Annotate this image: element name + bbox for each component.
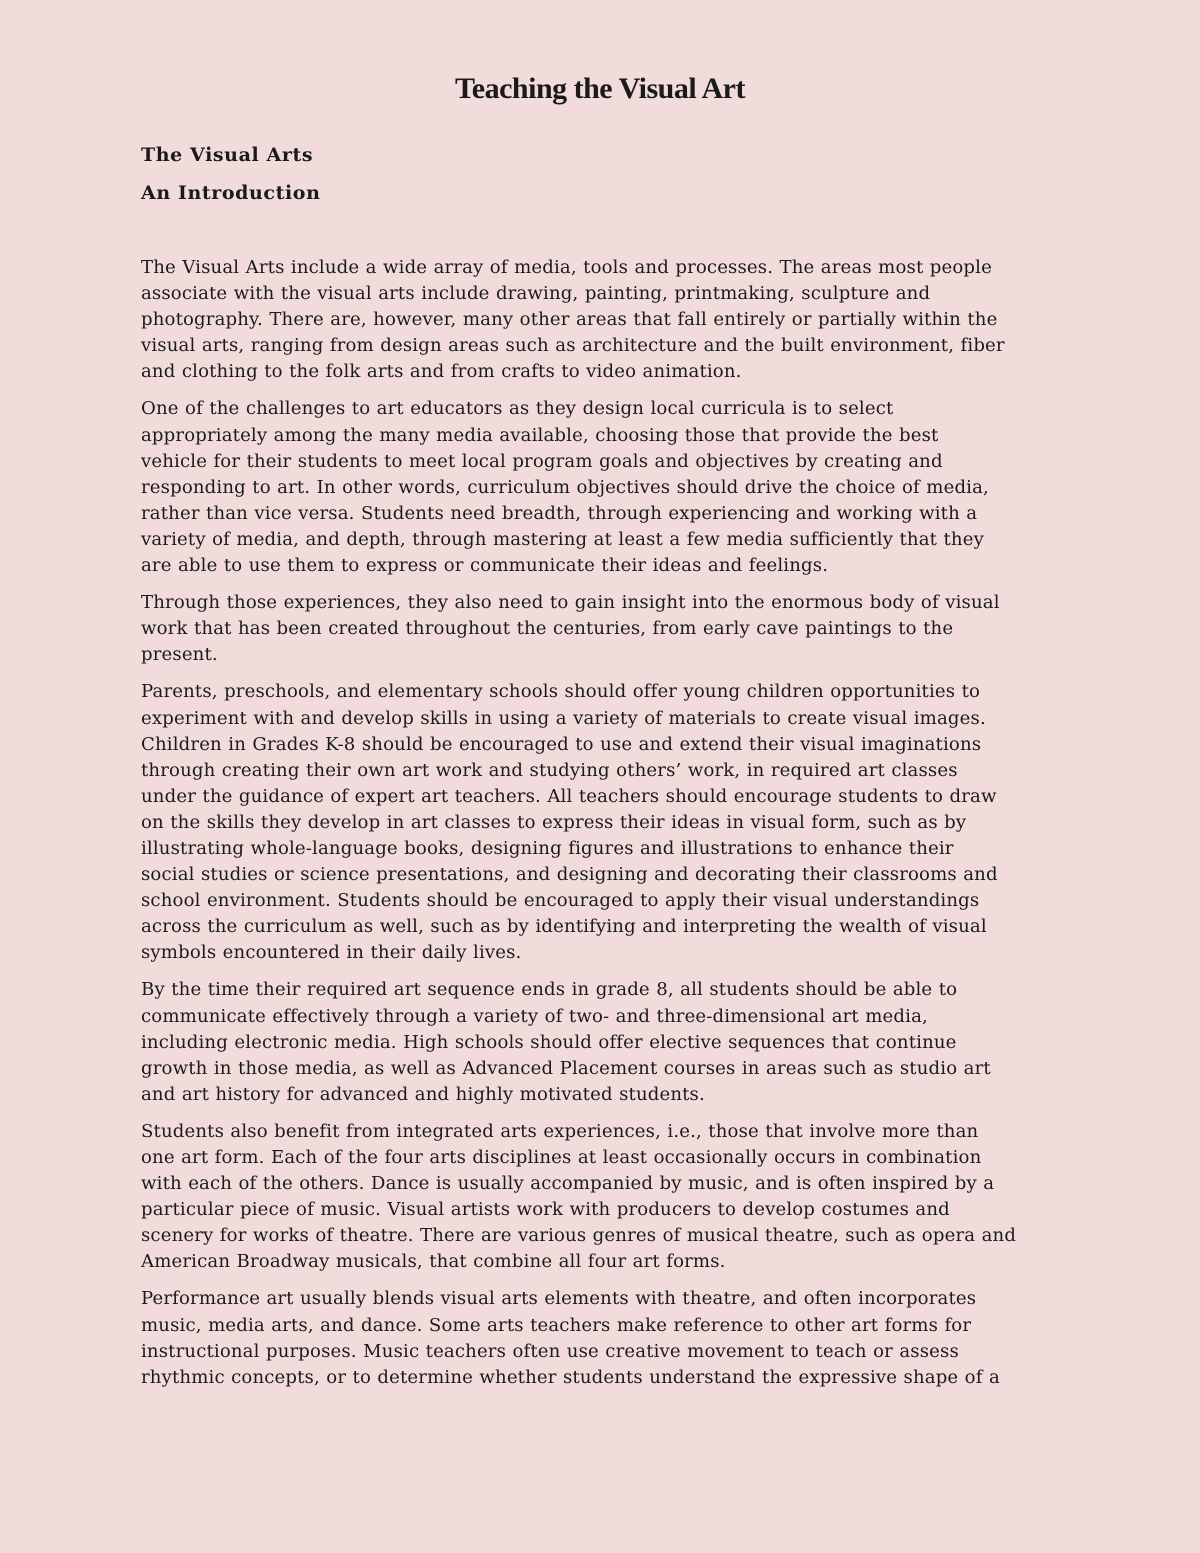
- text-line: present.: [141, 644, 218, 666]
- text-line: and clothing to the folk arts and from crafts to video animation.: [141, 361, 742, 383]
- text-line: particular piece of music. Visual artists work with producers to develop costumes and: [141, 1199, 950, 1221]
- text-line: are able to use them to express or communicate their ideas and feelings.: [141, 555, 829, 577]
- subsection-heading: An Introduction: [141, 182, 321, 204]
- text-line: social studies or science presentations, and designing and decorating their classrooms and: [141, 864, 998, 886]
- text-line: growth in those media, as well as Advanced Placement courses in areas such as studio art: [141, 1057, 991, 1079]
- body-text: [141, 255, 1071, 1402]
- text-line: By the time their required art sequence ends in grade 8, all students should be able to: [141, 979, 958, 1001]
- text-line: variety of media, and depth, through mastering at least a few media sufficiently that they: [141, 528, 984, 550]
- text-line: Students also benefit from integrated arts experiences, i.e., those that involve more than: [141, 1120, 979, 1142]
- text-line: symbols encountered in their daily lives.: [141, 942, 522, 964]
- paragraph-5: [141, 977, 1071, 1107]
- text-line: American Broadway musicals, that combine all four art forms.: [141, 1251, 726, 1273]
- document-title: Teaching the Visual Art: [455, 72, 745, 105]
- text-line: work that has been created throughout the centuries, from early cave paintings to the: [141, 618, 954, 640]
- text-line: through creating their own art work and studying others’ work, in required art classes: [141, 759, 958, 781]
- text-line: including electronic media. High schools should offer elective sequences that continue: [141, 1031, 957, 1053]
- paragraph-2: [141, 396, 1071, 579]
- text-line: Parents, preschools, and elementary schools should offer young children opportunities to: [141, 681, 981, 703]
- text-line: and art history for advanced and highly motivated students.: [141, 1083, 705, 1105]
- text-line: Children in Grades K-8 should be encouraged to use and extend their visual imaginations: [141, 733, 982, 755]
- paragraph-1: [141, 255, 1071, 385]
- text-line: visual arts, ranging from design areas such as architecture and the built environment, fiber: [141, 335, 1005, 357]
- text-line: rhythmic concepts, or to determine whether students understand the expressive shape of a: [141, 1366, 1000, 1388]
- text-line: One of the challenges to art educators as they design local curricula is to select: [141, 398, 894, 420]
- paragraph-7: [141, 1286, 1071, 1390]
- text-line: school environment. Students should be encouraged to apply their visual understandings: [141, 890, 980, 912]
- text-line: rather than vice versa. Students need breadth, through experiencing and working with a: [141, 502, 978, 524]
- text-line: one art form. Each of the four arts disciplines at least occasionally occurs in combination: [141, 1147, 982, 1168]
- paragraph-3: [141, 590, 1071, 668]
- paragraph-4: [141, 679, 1071, 966]
- section-heading: The Visual Arts: [141, 144, 314, 166]
- text-line: experiment with and develop skills in using a variety of materials to create visual images.: [141, 707, 986, 729]
- text-line: associate with the visual arts include drawing, painting, printmaking, sculpture and: [141, 283, 931, 305]
- text-line: with each of the others. Dance is usually accompanied by music, and is often inspired by a: [141, 1173, 995, 1195]
- text-line: communicate effectively through a variety of two- and three-dimensional art media,: [141, 1005, 928, 1027]
- text-line: under the guidance of expert art teachers. All teachers should encourage students to draw: [141, 785, 997, 807]
- text-line: Through those experiences, they also need to gain insight into the enormous body of visual: [141, 592, 1000, 614]
- text-line: across the curriculum as well, such as by identifying and interpreting the wealth of visual: [141, 916, 987, 938]
- paragraph-6: [141, 1119, 1071, 1276]
- text-line: The Visual Arts include a wide array of media, tools and processes. The areas most people: [141, 257, 992, 278]
- text-line: illustrating whole-language books, designing figures and illustrations to enhance their: [141, 837, 954, 859]
- text-line: scenery for works of theatre. There are various genres of musical theatre, such as opera and: [141, 1225, 1017, 1247]
- text-line: on the skills they develop in art classes to express their ideas in visual form, such as by: [141, 811, 967, 833]
- text-line: photography. There are, however, many other areas that fall entirely or partially within the: [141, 309, 998, 331]
- text-line: responding to art. In other words, curriculum objectives should drive the choice of media,: [141, 476, 989, 498]
- text-line: Performance art usually blends visual arts elements with theatre, and often incorporates: [141, 1288, 977, 1310]
- text-line: vehicle for their students to meet local program goals and objectives by creating and: [141, 450, 943, 472]
- text-line: appropriately among the many media available, choosing those that provide the best: [141, 424, 939, 446]
- text-line: instructional purposes. Music teachers often use creative movement to teach or assess: [141, 1340, 959, 1362]
- text-line: music, media arts, and dance. Some arts teachers make reference to other art forms for: [141, 1314, 972, 1336]
